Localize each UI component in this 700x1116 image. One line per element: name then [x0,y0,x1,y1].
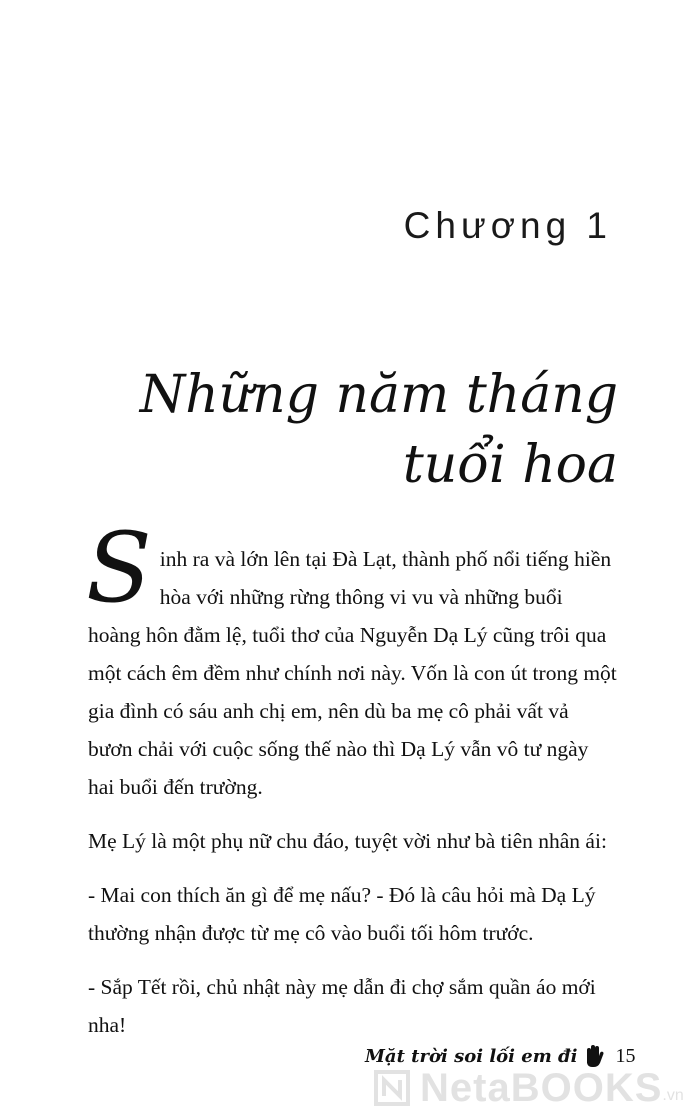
chapter-title-line-1: Những năm tháng [139,365,618,425]
chapter-label: Chương 1 [403,205,612,246]
paragraph: Mẹ Lý là một phụ nữ chu đáo, tuyệt vời như bà tiên nhân ái: [88,829,607,853]
watermark-brand: NetaBOOKS [420,1065,663,1110]
chapter-title [118,360,618,500]
paragraph: - Sắp Tết rồi, chủ nhật này mẹ dẫn đi chợ sắm quần áo mới nha! [88,975,596,1037]
paragraph: - Mai con thích ăn gì để mẹ nấu? - Đó là câu hỏi mà Dạ Lý thường nhận được từ mẹ cô vào buổi tối hôm trước. [88,883,596,945]
watermark-logo-icon [370,1066,414,1110]
paragraph-1-text: inh ra và lớn lên tại Đà Lạt, thành phố nổi tiếng hiền hòa với những rừng thông vi vu và những buổi hoàng hôn đằm lệ, tuổi thơ của Nguyễn Dạ Lý cũng trôi qua một cách êm đềm như chính nơi này. Vốn là con út trong một gia đình có sáu anh chị em, nên dù ba mẹ cô phải vất vả bươn chải với cuộc sống thế nào thì Dạ Lý vẫn vô tư ngày hai buổi đến trường. [88,547,617,799]
page-number: 15 [615,1044,636,1067]
running-title: Mặt trời soi lối em đi [365,1045,578,1067]
watermark [370,1063,700,1113]
drop-cap: S [86,512,152,624]
watermark-domain: .vn [662,1087,684,1104]
chapter-title-line-2: tuổi hoa [402,435,618,495]
paragraph [86,512,618,806]
body-text [86,512,618,1060]
